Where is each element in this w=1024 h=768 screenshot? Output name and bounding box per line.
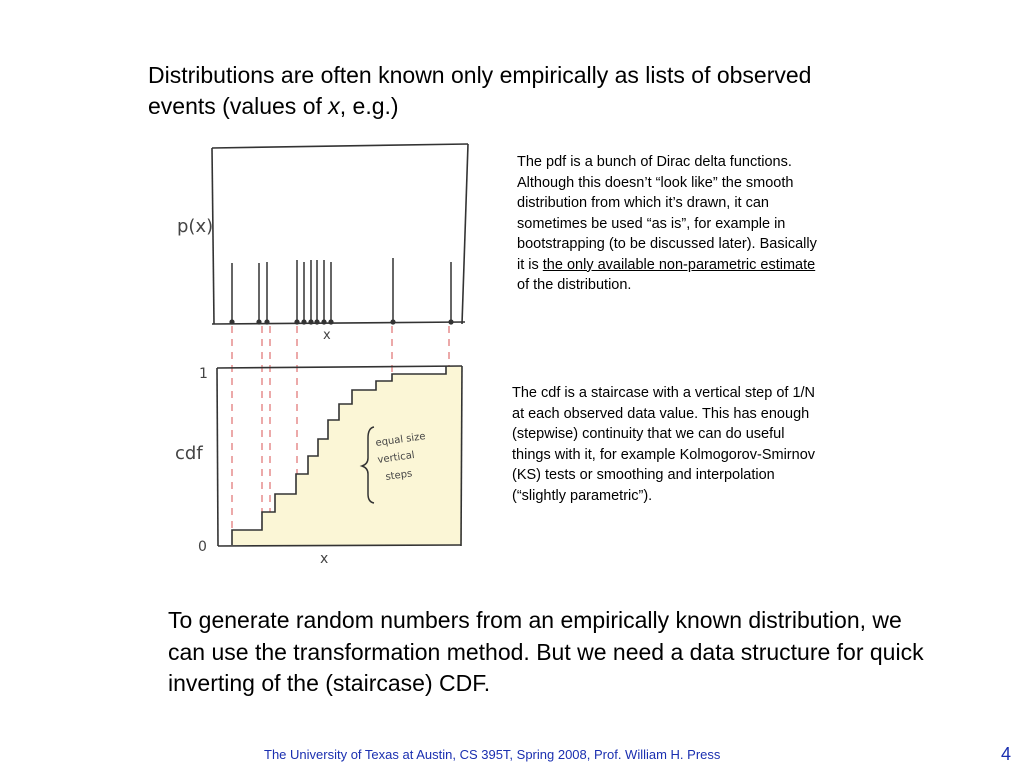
pdf-x-axis bbox=[212, 322, 465, 324]
brace-label-line-2: vertical bbox=[376, 449, 416, 466]
pdf-note-end: of the distribution. bbox=[517, 277, 632, 293]
title-part1: Distributions are often known only empirically as lists of observed events (values of bbox=[148, 62, 812, 119]
brace-label-line-1: equal size bbox=[374, 431, 427, 449]
pdf-panel bbox=[212, 144, 468, 325]
footer: The University of Texas at Austin, CS 395T, Spring 2008, Prof. William H. Press bbox=[264, 747, 721, 762]
cdf-x-axis bbox=[218, 545, 461, 546]
cdf-y-label: cdf bbox=[175, 443, 203, 464]
delta-dot-5 bbox=[301, 319, 306, 324]
cdf-fill bbox=[232, 366, 462, 545]
delta-dot-10 bbox=[390, 319, 395, 324]
title-variable: x bbox=[328, 93, 340, 119]
page-number: 4 bbox=[1001, 744, 1012, 764]
delta-dot-9 bbox=[328, 319, 333, 324]
cdf-x-label: x bbox=[320, 551, 329, 567]
pdf-cdf-sketch bbox=[0, 0, 520, 580]
delta-dot-3 bbox=[264, 319, 269, 324]
cdf-bottom-tick: 0 bbox=[198, 539, 207, 555]
delta-dot-6 bbox=[308, 319, 313, 324]
delta-dot-7 bbox=[314, 319, 319, 324]
delta-dot-4 bbox=[294, 319, 299, 324]
cdf-note: The cdf is a staircase with a vertical step of 1/N at each observed data value. This has enough (stepwise) continuity that we can do useful things with it, for example Kolmogorov-Smirnov (KS) tests or smoothing and interpolation (“slightly parametric”). bbox=[512, 385, 816, 504]
delta-dot-2 bbox=[256, 319, 261, 324]
title-part2: , e.g.) bbox=[339, 93, 399, 119]
cdf-panel bbox=[217, 366, 462, 546]
dirac-deltas bbox=[229, 258, 453, 325]
pdf-x-label: x bbox=[323, 328, 331, 343]
bottom-paragraph: To generate random numbers from an empirically known distribution, we can use the transformation method. But we need a data structure for quick inverting of the (staircase) CDF. bbox=[168, 607, 924, 696]
delta-dot-8 bbox=[321, 319, 326, 324]
brace-label-line-3: steps bbox=[384, 468, 414, 483]
cdf-top-tick: 1 bbox=[199, 366, 208, 382]
pdf-note-text: The pdf is a bunch of Dirac delta functions. Although this doesn’t “look like” the smooth distribution from which it’s drawn, it can sometimes be used “as is”, for example in bootstrapping (to be discussed later). Basically it is bbox=[517, 154, 817, 273]
pdf-note-underlined: the only available non-parametric estimate bbox=[542, 256, 816, 273]
delta-dot-1 bbox=[229, 319, 234, 324]
delta-dot-11 bbox=[448, 319, 453, 324]
pdf-note bbox=[517, 152, 827, 296]
pdf-y-label: p(x) bbox=[177, 216, 214, 237]
